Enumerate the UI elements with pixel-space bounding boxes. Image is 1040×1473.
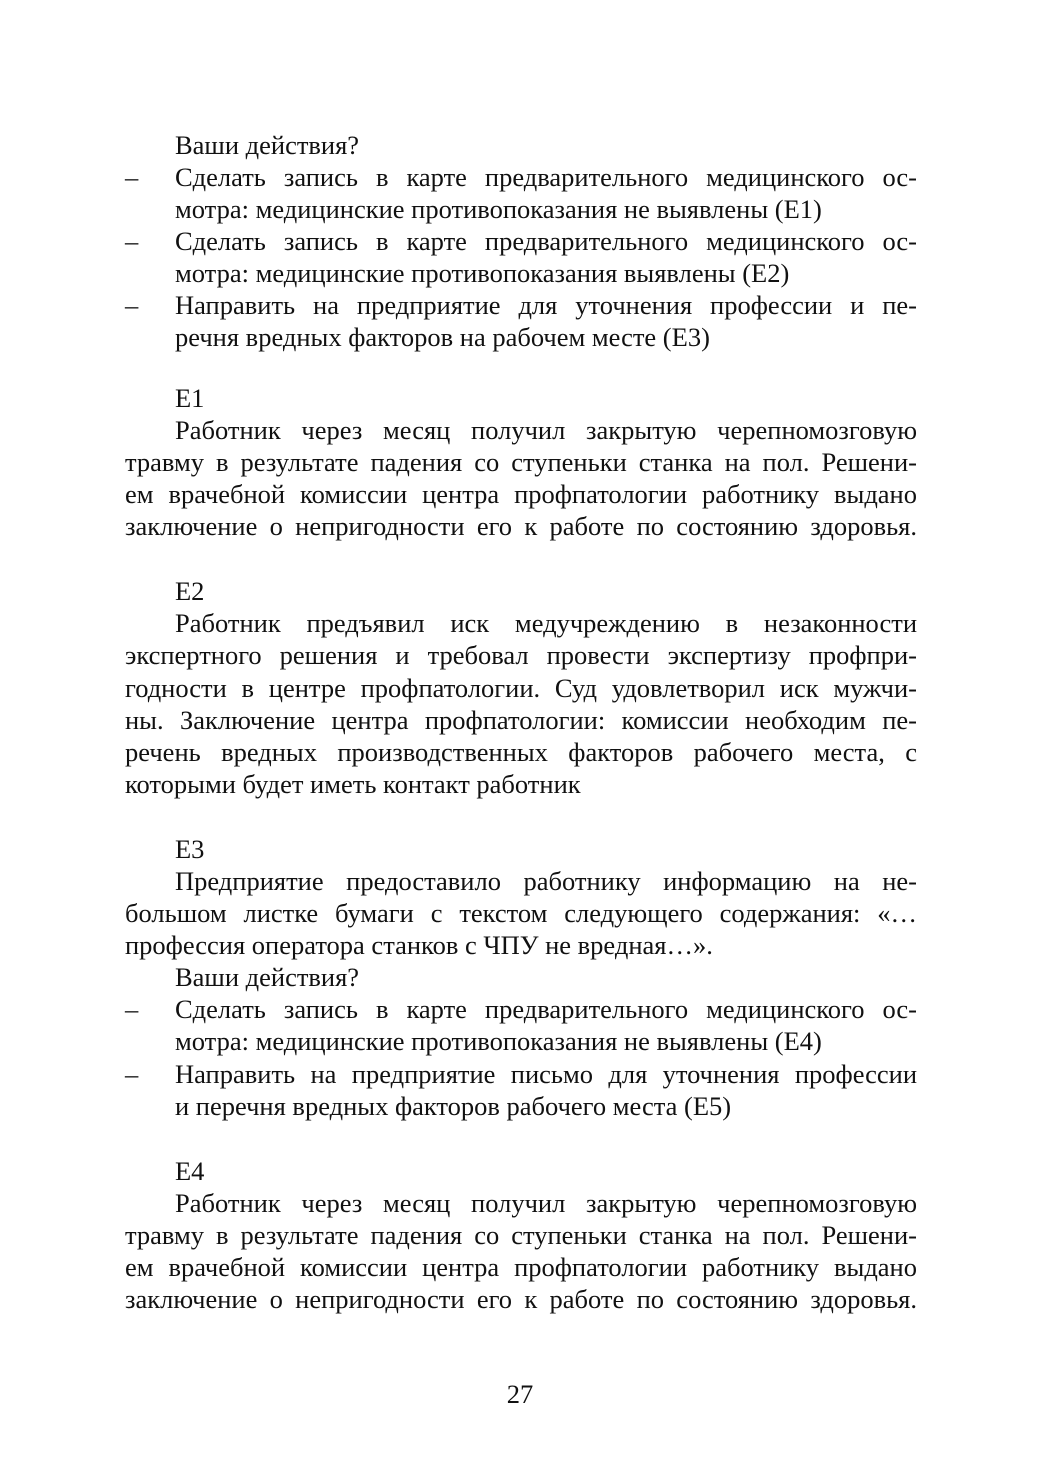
- option-line: мотра: медицинские противопоказания выявлены (Е2): [175, 258, 790, 288]
- paragraph-line: ны. Заключение центра профпатологии: комиссии необходим пе-: [125, 705, 917, 735]
- list-dash: –: [125, 162, 139, 192]
- option-line: Направить на предприятие для уточнения профессии и пе-: [175, 290, 917, 320]
- list-dash: –: [125, 290, 139, 320]
- option-line: Направить на предприятие письмо для уточнения профессии: [175, 1059, 917, 1089]
- paragraph-line: экспертного решения и требовал провести экспертизу профпри-: [125, 640, 917, 670]
- paragraph-line: ем врачебной комиссии центра профпатологии работнику выдано: [125, 479, 917, 509]
- section-heading: Е2: [175, 576, 205, 606]
- paragraph-line: речень вредных производственных факторов рабочего места, с: [125, 737, 917, 767]
- paragraph-line: ем врачебной комиссии центра профпатологии работнику выдано: [125, 1252, 917, 1282]
- paragraph-line: Работник через месяц получил закрытую черепномозговую: [175, 1188, 917, 1218]
- list-dash: –: [125, 994, 139, 1024]
- section-heading: Е1: [175, 383, 205, 413]
- paragraph-line: Работник предъявил иск медучреждению в незаконности: [175, 608, 917, 638]
- option-line: речня вредных факторов на рабочем месте (Е3): [175, 322, 710, 352]
- paragraph-line: заключение о непригодности его к работе по состоянию здоровья.: [125, 511, 917, 541]
- option-line: и перечня вредных факторов рабочего места (Е5): [175, 1091, 732, 1121]
- option-line: Сделать запись в карте предварительного медицинского ос-: [175, 226, 917, 256]
- option-line: мотра: медицинские противопоказания не выявлены (Е1): [175, 194, 822, 224]
- page-number: 27: [506, 1379, 534, 1409]
- question-label: Ваши действия?: [175, 962, 360, 992]
- section-heading: Е3: [175, 834, 205, 864]
- option-line: Сделать запись в карте предварительного медицинского ос-: [175, 994, 917, 1024]
- paragraph-line: травму в результате падения со ступеньки станка на пол. Решени-: [125, 1220, 917, 1250]
- paragraph-line: годности в центре профпатологии. Суд удовлетворил иск мужчи-: [125, 673, 917, 703]
- paragraph-line: травму в результате падения со ступеньки станка на пол. Решени-: [125, 447, 917, 477]
- paragraph-line: профессия оператора станков с ЧПУ не вредная…».: [125, 930, 713, 960]
- paragraph-line: большом листке бумаги с текстом следующего содержания: «…: [125, 898, 917, 928]
- paragraph-line: заключение о непригодности его к работе по состоянию здоровья.: [125, 1284, 917, 1314]
- option-line: Сделать запись в карте предварительного медицинского ос-: [175, 162, 917, 192]
- paragraph-line: Предприятие предоставило работнику информацию на не-: [175, 866, 917, 896]
- paragraph-line: Работник через месяц получил закрытую черепномозговую: [175, 415, 917, 445]
- option-line: мотра: медицинские противопоказания не выявлены (Е4): [175, 1026, 822, 1056]
- section-heading: Е4: [175, 1156, 205, 1186]
- list-dash: –: [125, 1059, 139, 1089]
- list-dash: –: [125, 226, 139, 256]
- question-label: Ваши действия?: [175, 130, 360, 160]
- paragraph-line: которыми будет иметь контакт работник: [125, 769, 581, 799]
